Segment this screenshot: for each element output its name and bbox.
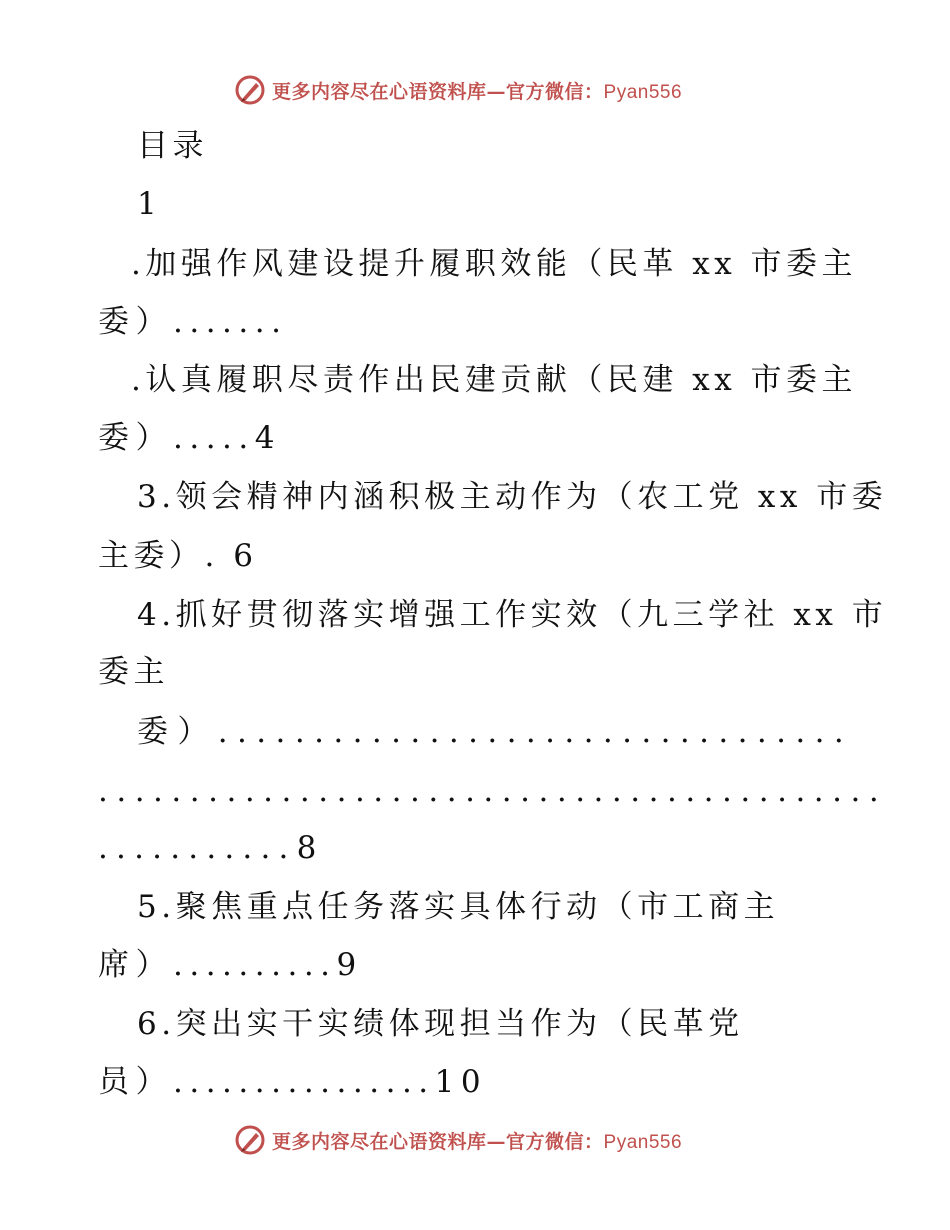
toc-line: 3.领会精神内涵积极主动作为（农工党 xx 市委 (137, 479, 888, 515)
toc-line: 委主 (98, 654, 169, 690)
toc-line: 委）.....4 (98, 420, 281, 456)
toc-line: 4.抓好贯彻落实增强工作实效（九三学社 xx 市 (137, 597, 888, 633)
toc-line: 委）....... (98, 304, 288, 340)
toc-line: .加强作风建设提升履职效能（民革 xx 市委主 (131, 246, 858, 282)
toc-line: .认真履职尽责作出民建贡献（民建 xx 市委主 (131, 362, 858, 398)
banner-text: 更多内容尽在心语资料库—官方微信：Pyan556 (272, 1130, 683, 1153)
toc-line: 员）................10 (98, 1064, 488, 1100)
toc-line: ...........8 (98, 830, 325, 866)
toc-line: 委）................................. (137, 714, 854, 750)
pen-logo-icon (234, 1124, 266, 1156)
header-watermark-banner (0, 70, 950, 110)
toc-line: 5.聚焦重点任务落实具体行动（市工商主 (137, 889, 780, 925)
footer-watermark-banner (0, 1120, 950, 1160)
banner-text: 更多内容尽在心语资料库—官方微信：Pyan556 (272, 80, 683, 103)
toc-line: ........................................... (98, 773, 888, 809)
toc-line: 主委）. 6 (98, 538, 258, 574)
toc-title: 目录 (137, 128, 208, 164)
toc-line: 6.突出实干实绩体现担当作为（民革党 (137, 1006, 744, 1042)
toc-line: 1 (137, 186, 162, 222)
pen-logo-icon (234, 74, 266, 106)
toc-line: 席）..........9 (98, 947, 363, 983)
